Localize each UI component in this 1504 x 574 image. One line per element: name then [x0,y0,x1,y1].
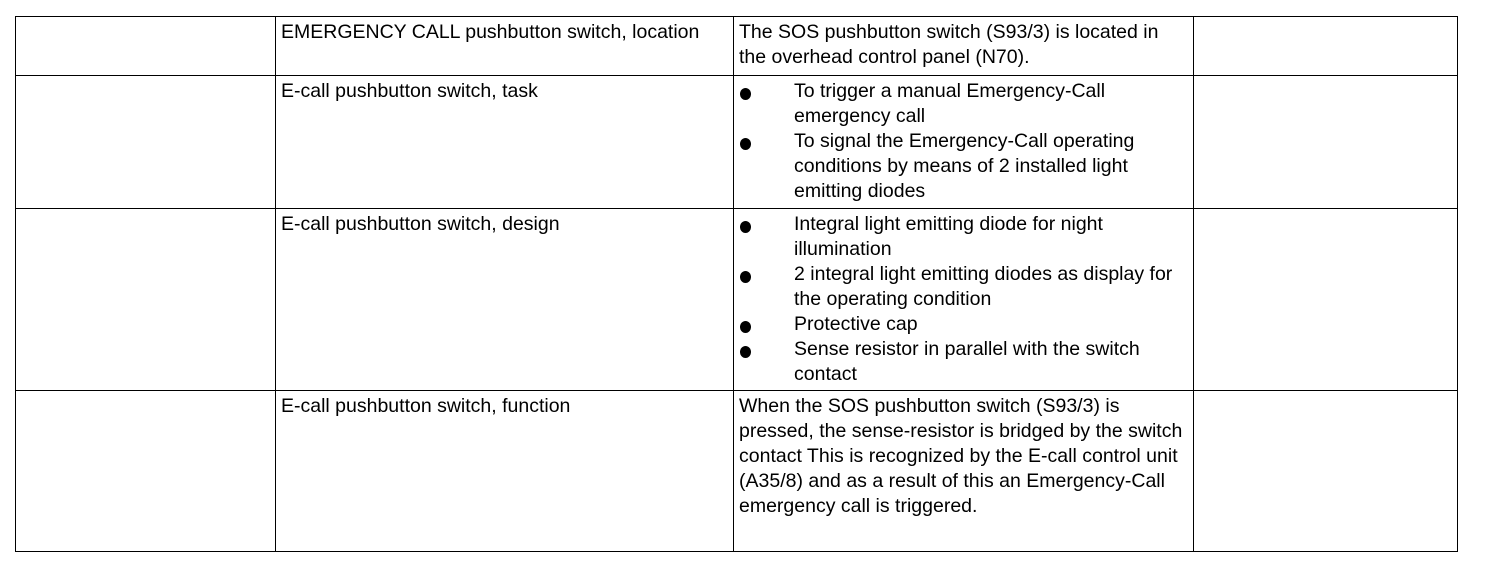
list-item-text: 2 integral light emitting diodes as display for the operating condition [794,263,1173,310]
list-item [739,312,1188,337]
description-cell [734,209,1194,391]
list-item [739,212,1188,262]
spec-table [15,16,1458,552]
empty-cell [1194,209,1458,391]
list-item [739,129,1188,204]
empty-cell [16,209,276,391]
empty-cell [16,391,276,552]
list-item [739,337,1188,387]
list-item-text: Protective cap [794,313,918,335]
empty-cell [16,17,276,76]
empty-cell [1194,17,1458,76]
description-cell: The SOS pushbutton switch (S93/3) is located in the overhead control panel (N70). [734,17,1194,76]
description-cell: When the SOS pushbutton switch (S93/3) is pressed, the sense-resistor is bridged by the switch contact This is recognized by the E-call control unit (A35/8) and as a result of this an Emergency-Call emergency call is triggered. [734,391,1194,552]
bullet-icon [740,321,751,333]
table-row [16,76,1458,209]
table-row [16,391,1458,552]
topic-cell: E-call pushbutton switch, design [276,209,734,391]
bullet-list [739,212,1188,387]
list-item-text: To trigger a manual Emergency-Call emergency call [794,80,1106,127]
topic-cell: E-call pushbutton switch, task [276,76,734,209]
table-row [16,17,1458,76]
bullet-icon [740,221,751,233]
empty-cell [1194,391,1458,552]
description-cell [734,76,1194,209]
empty-cell [1194,76,1458,209]
list-item [739,262,1188,312]
list-item-text: Integral light emitting diode for night illumination [794,213,1103,260]
bullet-list [739,79,1188,204]
bullet-icon [740,271,751,283]
list-item-text: To signal the Emergency-Call operating conditions by means of 2 installed light emitting diodes [794,130,1135,202]
list-item [739,79,1188,129]
list-item-text: Sense resistor in parallel with the switch contact [794,338,1140,385]
table-row [16,209,1458,391]
topic-cell: EMERGENCY CALL pushbutton switch, location [276,17,734,76]
bullet-icon [740,88,751,100]
topic-cell: E-call pushbutton switch, function [276,391,734,552]
bullet-icon [740,138,751,150]
empty-cell [16,76,276,209]
bullet-icon [740,346,751,358]
